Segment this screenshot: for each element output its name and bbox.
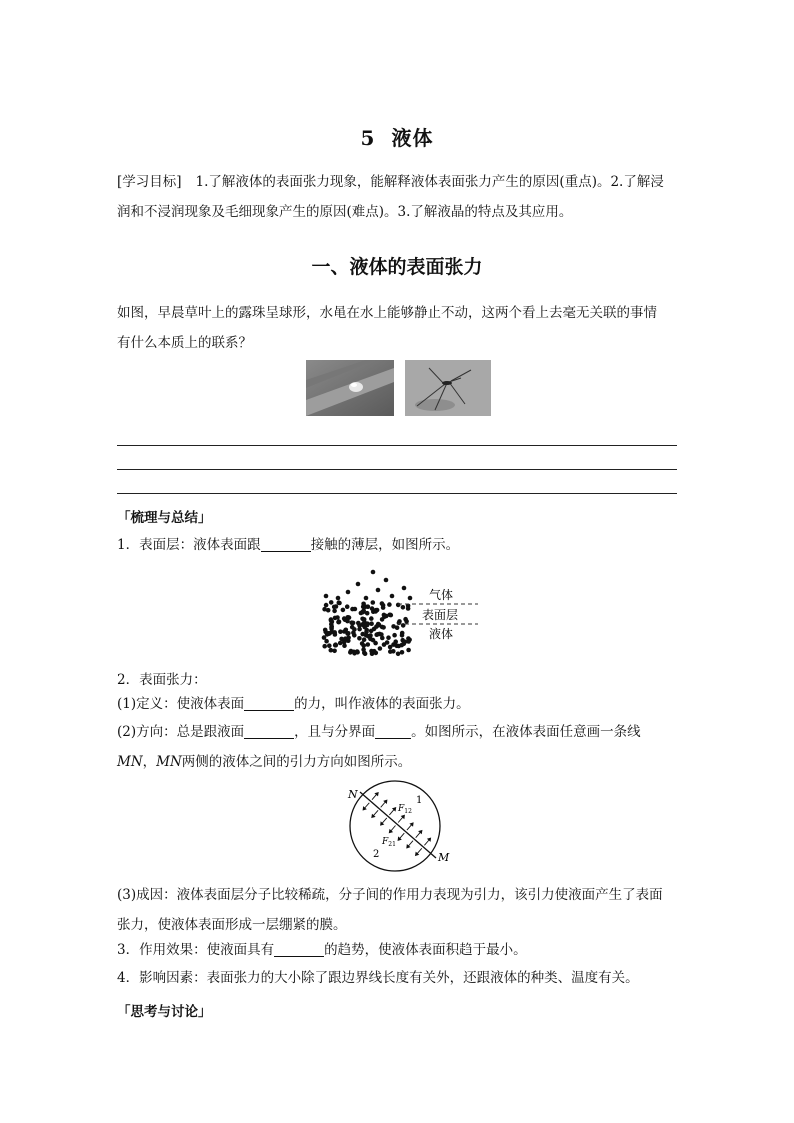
intro-question <box>117 298 679 358</box>
molecule-dot <box>374 624 379 629</box>
title-number: 5 <box>360 126 376 150</box>
molecule-dot <box>336 620 341 625</box>
force-arrow <box>408 841 413 846</box>
learning-objectives <box>117 167 679 227</box>
molecule-dot <box>333 642 338 647</box>
dir-text-after: 。如图所示，在液体表面任意画一条线 <box>411 724 641 740</box>
item1-text-after: 接触的薄层，如图所示。 <box>310 537 460 553</box>
molecule-dot <box>406 606 411 611</box>
answer-line-1 <box>117 445 677 446</box>
molecule-dot <box>396 644 401 649</box>
molecule-dot <box>363 651 368 656</box>
molecule-dot <box>342 616 347 621</box>
molecule-dot <box>361 602 366 607</box>
molecule-dot <box>322 635 327 640</box>
molecule-dot <box>387 602 392 607</box>
molecule-dot <box>350 607 355 612</box>
blank-2[interactable] <box>244 696 294 711</box>
molecule-dot <box>327 643 332 648</box>
molecule-dot <box>371 600 376 605</box>
molecule-dot <box>344 628 349 633</box>
blank-3[interactable] <box>244 724 294 739</box>
intro-line1: 如图，早晨草叶上的露珠呈球形，水黾在水上能够静止不动，这两个看上去毫无关联的事情 <box>117 305 657 321</box>
force-arrow <box>417 848 422 853</box>
force-arrow <box>391 826 396 831</box>
molecule-dot <box>357 627 362 632</box>
item1-text: 1．表面层：液体表面跟 <box>117 537 261 553</box>
answer-line-2 <box>117 469 677 470</box>
molecule-dot <box>384 578 389 583</box>
page-title <box>0 122 794 151</box>
item3-text: 3．作用效果：使液面具有 <box>117 942 275 958</box>
molecule-dot <box>322 607 327 612</box>
dir-text: (2)方向：总是跟液面 <box>117 724 245 740</box>
dir-sep: ， <box>142 754 157 770</box>
molecule-dot <box>348 650 353 655</box>
force-arrow <box>389 810 394 815</box>
molecule-dot <box>351 621 356 626</box>
molecule-dot <box>332 609 337 614</box>
label-m: M <box>438 851 450 864</box>
molecule-dot <box>362 620 367 625</box>
force-arrow <box>381 802 386 807</box>
molecule-dot <box>364 630 369 635</box>
molecule-dot <box>361 647 366 652</box>
force-arrow <box>382 818 387 823</box>
molecule-dot <box>361 609 366 614</box>
molecule-dot <box>324 594 329 599</box>
molecule-dot <box>396 652 401 657</box>
molecule-dot <box>333 616 338 621</box>
molecule-dot <box>395 625 400 630</box>
discussion-heading: 「思考与讨论」 <box>117 1004 212 1020</box>
mn-label: MN <box>117 754 143 770</box>
force-arrow <box>424 840 429 845</box>
molecule-dot <box>401 605 406 610</box>
item-4: 4．影响因素：表面张力的大小除了跟边界线长度有关外，还跟液体的种类、温度有关。 <box>117 970 639 986</box>
force-arrow <box>398 817 403 822</box>
item-2: 2．表面张力： <box>117 672 207 688</box>
def-text: (1)定义：使液体表面 <box>117 696 245 712</box>
molecule-dot <box>382 642 387 647</box>
molecule-dot <box>377 632 382 637</box>
molecule-dot <box>345 604 350 609</box>
molecule-dot <box>397 621 402 626</box>
objectives-label: [学习目标] <box>117 174 182 190</box>
def-text-after: 的力，叫作液体的表面张力。 <box>294 696 470 712</box>
label-n: N <box>348 788 358 801</box>
molecule-dot <box>332 630 337 635</box>
cause-line2: 张力，使液体表面形成一层绷紧的膜。 <box>117 917 347 933</box>
title-text: 液体 <box>391 126 434 150</box>
molecule-dot <box>402 586 407 591</box>
mn-label-2: MN <box>156 754 182 770</box>
molecule-dot <box>352 651 357 656</box>
molecule-dot <box>356 621 361 626</box>
molecule-dot <box>406 648 411 653</box>
molecule-dot <box>390 594 395 599</box>
blank-1[interactable] <box>261 537 311 552</box>
molecule-dot <box>369 616 374 621</box>
molecule-dot <box>373 609 378 614</box>
molecule-dot <box>350 625 355 630</box>
intro-line2: 有什么本质上的联系？ <box>117 335 252 351</box>
label-gas: 气体 <box>429 588 454 602</box>
molecule-dot <box>369 621 374 626</box>
molecule-dot <box>388 649 393 654</box>
force-arrow <box>372 794 377 799</box>
cause <box>117 880 679 940</box>
molecule-dot <box>356 582 361 587</box>
molecule-dot <box>393 639 398 644</box>
force-arrow <box>365 803 370 808</box>
molecule-dot <box>351 630 356 635</box>
molecule-dot <box>364 596 369 601</box>
molecule-dot <box>400 631 405 636</box>
molecule-dot <box>322 644 327 649</box>
label-liquid: 液体 <box>429 627 454 641</box>
objectives-line2: 润和不浸润现象及毛细现象产生的原因(难点)。3.了解液晶的特点及其应用。 <box>117 204 573 220</box>
molecule-dot <box>329 600 334 605</box>
molecule-dot <box>384 614 389 619</box>
molecule-dot <box>376 588 381 593</box>
section-title: 一、液体的表面张力 <box>311 256 483 278</box>
dir-text-mid: ，且与分界面 <box>294 724 376 740</box>
item3-text-after: 的趋势，使液体表面积趋于最小。 <box>324 942 527 958</box>
blank-5[interactable] <box>274 942 324 957</box>
molecule-dot <box>323 628 328 633</box>
label-1: 1 <box>416 795 423 806</box>
molecule-dot <box>372 649 377 654</box>
molecule-dot <box>343 636 348 641</box>
molecule-dot <box>338 629 343 634</box>
dir-line2-text: 两侧的液体之间的引力方向如图所示。 <box>181 754 412 770</box>
molecule-dot <box>403 617 408 622</box>
molecule-dot <box>332 649 337 654</box>
molecule-dot <box>336 596 341 601</box>
molecule-dot <box>366 642 371 647</box>
molecule-dot <box>406 639 411 644</box>
molecule-dot <box>373 641 378 646</box>
dewdrop-photo <box>306 360 394 416</box>
force-arrow <box>400 833 405 838</box>
molecule-dot <box>392 633 397 638</box>
direction <box>117 717 679 777</box>
molecule-dot <box>371 570 376 575</box>
force-arrow <box>407 825 412 830</box>
molecule-dot <box>381 625 386 630</box>
molecule-dot <box>329 624 334 629</box>
molecule-dot <box>368 637 373 642</box>
molecule-dot <box>386 635 391 640</box>
molecule-dot <box>408 596 413 601</box>
molecule-dot <box>324 603 329 608</box>
water-strider-photo <box>404 360 492 416</box>
molecule-dot <box>381 605 386 610</box>
blank-4[interactable] <box>375 724 411 739</box>
label-surface-layer: 表面层 <box>422 608 459 622</box>
molecule-dot <box>378 646 383 651</box>
molecule-dot <box>380 617 385 622</box>
molecule-dot <box>396 603 401 608</box>
molecule-dot <box>334 604 339 609</box>
force-arrow <box>374 810 379 815</box>
objectives-line1: 1.了解液体的表面张力现象，能解释液体表面张力产生的原因(重点)。2.了解浸 <box>195 174 664 190</box>
item-3 <box>117 935 679 965</box>
surface-tension-figure <box>340 778 460 878</box>
molecule-dot <box>360 641 365 646</box>
surface-layer-figure <box>318 568 478 660</box>
force-arrow <box>416 832 421 837</box>
molecule-dot <box>337 600 342 605</box>
cause-line1: (3)成因：液体表面层分子比较稀疏，分子间的作用力表现为引力，该引力使液面产生了表面 <box>117 887 663 903</box>
molecule-dot <box>338 641 343 646</box>
molecule-dot <box>346 590 351 595</box>
summary-heading: 「梳理与总结」 <box>117 510 212 526</box>
definition <box>117 689 679 719</box>
molecule-dot <box>357 636 362 641</box>
molecule-dot <box>341 608 346 613</box>
label-f12: $F_{12}$ <box>398 804 412 815</box>
item-1 <box>117 530 679 560</box>
label-2: 2 <box>373 849 380 860</box>
label-f21: $F_{21}$ <box>382 837 396 848</box>
answer-line-3 <box>117 493 677 494</box>
